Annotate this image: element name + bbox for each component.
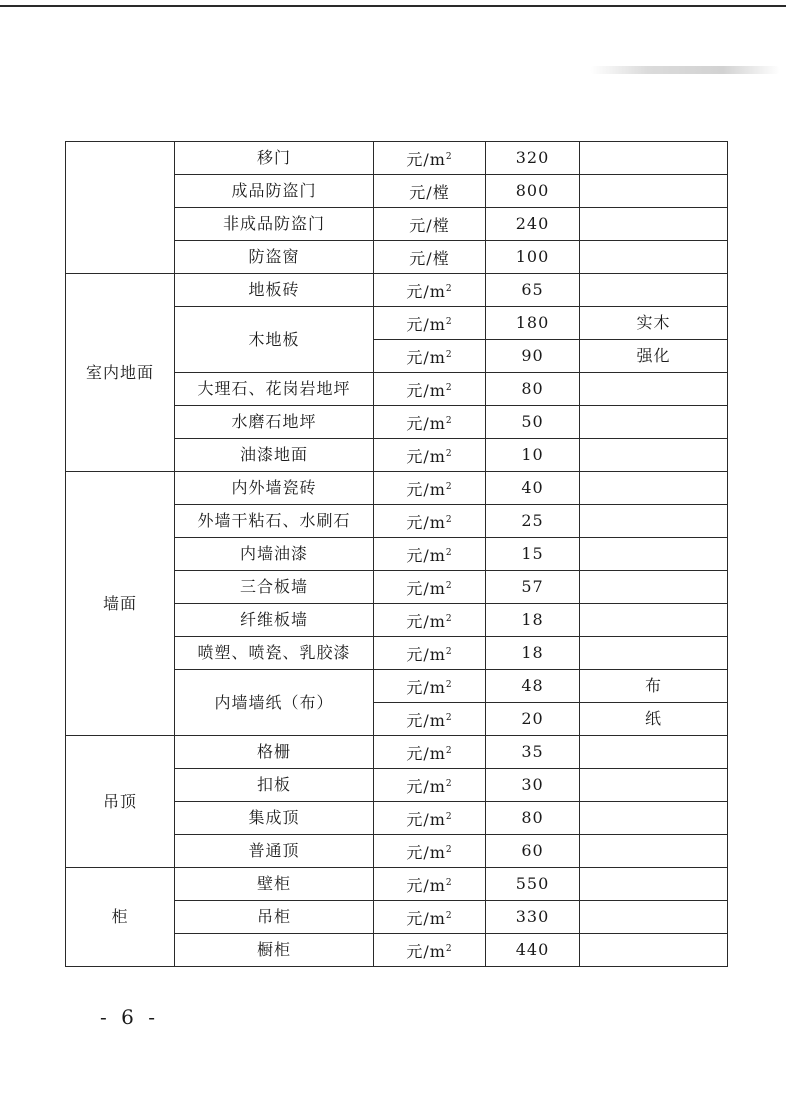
- item-cell: 油漆地面: [175, 439, 374, 472]
- category-cell: 墙面: [66, 472, 175, 736]
- note-cell: [580, 142, 728, 175]
- unit-superscript: 2: [445, 712, 453, 723]
- table-row: [66, 736, 728, 769]
- unit-superscript: 2: [445, 514, 453, 525]
- item-cell: 内墙墙纸（布）: [175, 670, 374, 736]
- unit-superscript: 2: [445, 646, 453, 657]
- note-cell: [580, 571, 728, 604]
- note-cell: [580, 274, 728, 307]
- note-cell: 布: [580, 670, 728, 703]
- item-cell: 格栅: [175, 736, 374, 769]
- unit-superscript: 2: [445, 382, 453, 393]
- unit-cell: [374, 175, 486, 208]
- price-cell: 800: [486, 175, 580, 208]
- unit-text: 元/樘: [409, 182, 450, 202]
- unit-text: 元/m: [406, 908, 446, 928]
- unit-superscript: 2: [445, 679, 453, 690]
- price-cell: 18: [486, 637, 580, 670]
- item-cell: 壁柜: [175, 868, 374, 901]
- unit-cell: [374, 439, 486, 472]
- item-cell: 纤维板墙: [175, 604, 374, 637]
- unit-superscript: 2: [445, 943, 453, 954]
- unit-text: 元/m: [406, 842, 446, 862]
- unit-text: 元/m: [406, 743, 446, 763]
- table-row: [66, 142, 728, 175]
- price-cell: 550: [486, 868, 580, 901]
- price-cell: 50: [486, 406, 580, 439]
- note-cell: [580, 637, 728, 670]
- unit-cell: [374, 505, 486, 538]
- unit-cell: [374, 736, 486, 769]
- note-cell: [580, 175, 728, 208]
- note-cell: [580, 373, 728, 406]
- item-cell: 木地板: [175, 307, 374, 373]
- unit-text: 元/m: [406, 578, 446, 598]
- unit-text: 元/m: [406, 413, 446, 433]
- unit-text: 元/m: [406, 347, 446, 367]
- unit-cell: [374, 208, 486, 241]
- unit-superscript: 2: [445, 547, 453, 558]
- note-cell: [580, 769, 728, 802]
- price-table: [65, 141, 728, 967]
- unit-text: 元/m: [406, 446, 446, 466]
- unit-superscript: 2: [445, 349, 453, 360]
- unit-cell: [374, 802, 486, 835]
- unit-text: 元/m: [406, 512, 446, 532]
- unit-text: 元/樘: [409, 215, 450, 235]
- price-cell: 18: [486, 604, 580, 637]
- item-cell: 大理石、花岗岩地坪: [175, 373, 374, 406]
- note-cell: 纸: [580, 703, 728, 736]
- item-cell: 外墙干粘石、水刷石: [175, 505, 374, 538]
- page-number: - 6 -: [100, 1005, 159, 1029]
- item-cell: 非成品防盗门: [175, 208, 374, 241]
- unit-text: 元/m: [406, 710, 446, 730]
- note-cell: [580, 208, 728, 241]
- note-cell: [580, 736, 728, 769]
- note-cell: [580, 604, 728, 637]
- price-cell: 80: [486, 373, 580, 406]
- price-cell: 15: [486, 538, 580, 571]
- note-cell: [580, 538, 728, 571]
- item-cell: 水磨石地坪: [175, 406, 374, 439]
- price-cell: 80: [486, 802, 580, 835]
- price-cell: 10: [486, 439, 580, 472]
- unit-superscript: 2: [445, 448, 453, 459]
- price-cell: 100: [486, 241, 580, 274]
- note-cell: [580, 934, 728, 967]
- note-cell: [580, 406, 728, 439]
- unit-text: 元/m: [406, 281, 446, 301]
- unit-cell: [374, 373, 486, 406]
- unit-superscript: 2: [445, 613, 453, 624]
- unit-superscript: 2: [445, 283, 453, 294]
- note-cell: [580, 439, 728, 472]
- unit-text: 元/m: [406, 776, 446, 796]
- unit-cell: [374, 769, 486, 802]
- price-cell: 40: [486, 472, 580, 505]
- unit-superscript: 2: [445, 910, 453, 921]
- item-cell: 集成顶: [175, 802, 374, 835]
- table-row: [66, 868, 728, 901]
- note-cell: [580, 505, 728, 538]
- item-cell: 内外墙瓷砖: [175, 472, 374, 505]
- unit-cell: [374, 604, 486, 637]
- unit-superscript: 2: [445, 580, 453, 591]
- note-cell: [580, 241, 728, 274]
- unit-text: 元/m: [406, 611, 446, 631]
- top-rule: [0, 5, 786, 7]
- item-cell: 普通顶: [175, 835, 374, 868]
- price-cell: 30: [486, 769, 580, 802]
- unit-superscript: 2: [445, 877, 453, 888]
- price-cell: 65: [486, 274, 580, 307]
- unit-text: 元/m: [406, 809, 446, 829]
- unit-cell: [374, 538, 486, 571]
- unit-superscript: 2: [445, 415, 453, 426]
- unit-cell: [374, 703, 486, 736]
- price-cell: 48: [486, 670, 580, 703]
- item-cell: 橱柜: [175, 934, 374, 967]
- price-cell: 320: [486, 142, 580, 175]
- unit-text: 元/m: [406, 479, 446, 499]
- item-cell: 地板砖: [175, 274, 374, 307]
- category-cell: 吊顶: [66, 736, 175, 868]
- unit-cell: [374, 835, 486, 868]
- unit-text: 元/m: [406, 677, 446, 697]
- price-cell: 330: [486, 901, 580, 934]
- item-cell: 内墙油漆: [175, 538, 374, 571]
- unit-text: 元/m: [406, 644, 446, 664]
- unit-text: 元/m: [406, 314, 446, 334]
- unit-cell: [374, 406, 486, 439]
- price-cell: 60: [486, 835, 580, 868]
- category-cell: [66, 142, 175, 274]
- unit-text: 元/m: [406, 875, 446, 895]
- unit-text: 元/m: [406, 545, 446, 565]
- item-cell: 三合板墙: [175, 571, 374, 604]
- price-cell: 20: [486, 703, 580, 736]
- category-cell: 柜: [66, 868, 175, 967]
- note-cell: [580, 901, 728, 934]
- unit-cell: [374, 637, 486, 670]
- price-cell: 240: [486, 208, 580, 241]
- unit-superscript: 2: [445, 778, 453, 789]
- unit-cell: [374, 241, 486, 274]
- unit-cell: [374, 472, 486, 505]
- item-cell: 喷塑、喷瓷、乳胶漆: [175, 637, 374, 670]
- price-cell: 57: [486, 571, 580, 604]
- unit-cell: [374, 670, 486, 703]
- item-cell: 移门: [175, 142, 374, 175]
- note-cell: [580, 868, 728, 901]
- item-cell: 吊柜: [175, 901, 374, 934]
- unit-superscript: 2: [445, 745, 453, 756]
- unit-cell: [374, 307, 486, 340]
- table-row: [66, 472, 728, 505]
- price-cell: 180: [486, 307, 580, 340]
- unit-text: 元/m: [406, 380, 446, 400]
- unit-superscript: 2: [445, 316, 453, 327]
- note-cell: 强化: [580, 340, 728, 373]
- item-cell: 成品防盗门: [175, 175, 374, 208]
- price-cell: 25: [486, 505, 580, 538]
- scan-smudge: [590, 66, 780, 74]
- price-cell: 35: [486, 736, 580, 769]
- note-cell: 实木: [580, 307, 728, 340]
- item-cell: 防盗窗: [175, 241, 374, 274]
- category-cell: 室内地面: [66, 274, 175, 472]
- unit-cell: [374, 934, 486, 967]
- note-cell: [580, 472, 728, 505]
- unit-cell: [374, 142, 486, 175]
- unit-cell: [374, 340, 486, 373]
- table-row: [66, 274, 728, 307]
- unit-text: 元/m: [406, 941, 446, 961]
- note-cell: [580, 802, 728, 835]
- unit-text: 元/m: [406, 149, 446, 169]
- price-cell: 90: [486, 340, 580, 373]
- unit-superscript: 2: [445, 151, 453, 162]
- unit-superscript: 2: [445, 844, 453, 855]
- unit-superscript: 2: [445, 811, 453, 822]
- price-cell: 440: [486, 934, 580, 967]
- unit-cell: [374, 274, 486, 307]
- unit-superscript: 2: [445, 481, 453, 492]
- unit-cell: [374, 868, 486, 901]
- unit-cell: [374, 901, 486, 934]
- unit-cell: [374, 571, 486, 604]
- note-cell: [580, 835, 728, 868]
- item-cell: 扣板: [175, 769, 374, 802]
- unit-text: 元/樘: [409, 248, 450, 268]
